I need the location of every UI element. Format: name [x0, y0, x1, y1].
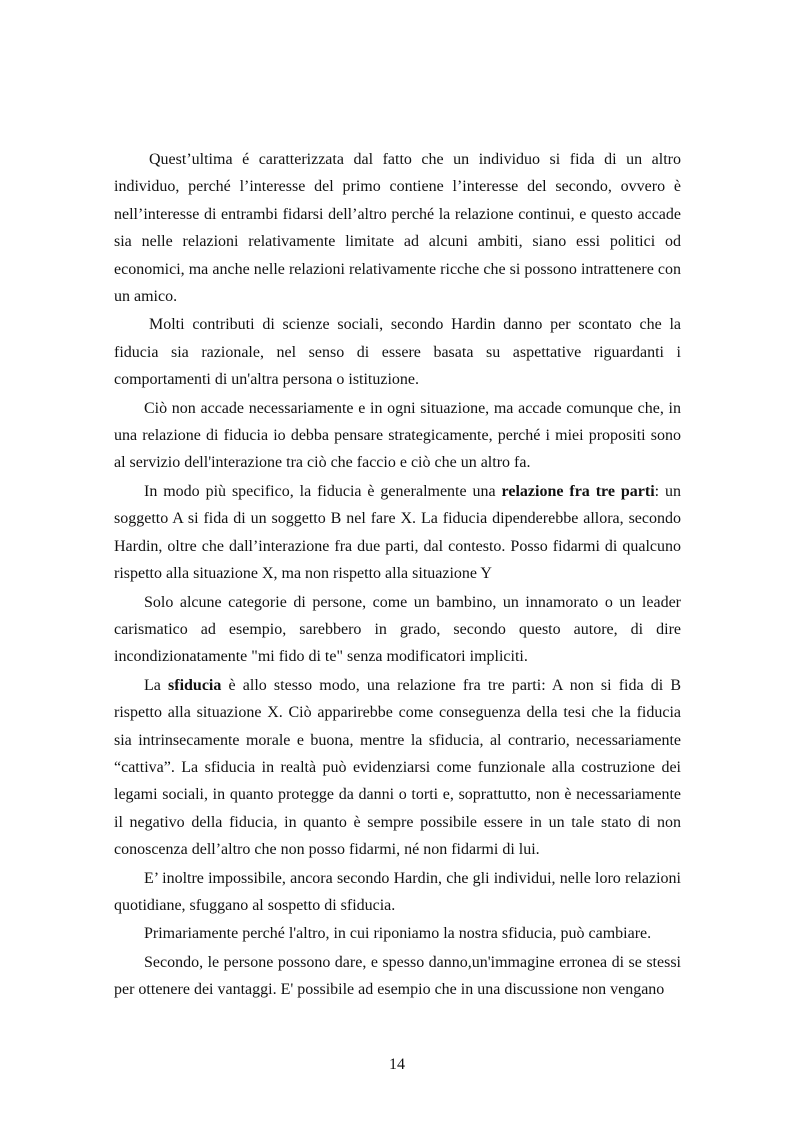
paragraph-text: Solo alcune categorie di persone, come un bambino, un innamorato o un leader carismatico ad esempio, sarebbero in grado, secondo questo autore, di dire incondizionatamente "mi fido di te" senza modificatori impliciti. — [114, 593, 681, 666]
page-body — [114, 146, 681, 1005]
paragraph-text: Ciò non accade necessariamente e in ogni situazione, ma accade comunque che, in una relazione di fiducia io debba pensare strategicamente, perché i miei propositi sono al servizio dell'interazione tra ciò che faccio e ciò che un altro fa. — [114, 399, 681, 472]
paragraph-2 — [114, 311, 681, 393]
paragraph-4 — [114, 478, 681, 588]
paragraph-text: Secondo, le persone possono dare, e spesso danno,un'immagine erronea di se stessi per ottenere dei vantaggi. E' possibile ad esempio che in una discussione non vengano — [114, 953, 681, 999]
paragraph-text: : un soggetto A si fida di un soggetto B nel fare X. La fiducia dipenderebbe allora, secondo Hardin, oltre che dall’interazione fra due parti, dal contesto. Posso fidarmi di qualcuno rispetto alla situazione X, ma non rispetto alla situazione Y — [114, 482, 681, 583]
bold-term-relazione: relazione fra tre parti — [501, 482, 655, 500]
paragraph-8 — [114, 920, 681, 947]
paragraph-text: La — [144, 676, 169, 694]
paragraph-6 — [114, 672, 681, 864]
paragraph-text: Molti contributi di scienze sociali, secondo Hardin danno per scontato che la fiducia sia razionale, nel senso di essere basata su aspettative riguardanti i comportamenti di un'altra persona o istituzione. — [114, 316, 681, 389]
page-number: 14 — [389, 1056, 405, 1073]
paragraph-text: Primariamente perché l'altro, in cui riponiamo la nostra sfiducia, può cambiare. — [144, 925, 652, 943]
paragraph-text: In modo più specifico, la fiducia è generalmente una — [144, 482, 502, 500]
paragraph-5 — [114, 589, 681, 671]
paragraph-9 — [114, 949, 681, 1004]
paragraph-1 — [114, 146, 681, 310]
paragraph-text: è allo stesso modo, una relazione fra tre parti: A non si fida di B rispetto alla situazione X. Ciò apparirebbe come conseguenza della tesi che la fiducia sia intrinsecamente morale e buona, mentre la sfiducia, al contrario, necessariamente “cattiva”. La sfiducia in realtà può evidenziarsi come funzionale alla costruzione dei legami sociali, in quanto protegge da danni o torti e, soprattutto, non è necessariamente il negativo della fiducia, in quanto è sempre possibile essere in un tale stato di non conoscenza dell’altro che non posso fidarmi, né non fidarmi di lui. — [114, 676, 682, 859]
paragraph-text: E’ inoltre impossibile, ancora secondo Hardin, che gli individui, nelle loro relazioni quotidiane, sfuggano al sospetto di sfiducia. — [114, 869, 681, 914]
bold-term-sfiducia: sfiducia — [168, 676, 222, 694]
paragraph-text: Quest’ultima é caratterizzata dal fatto che un individuo si fida di un altro individuo, perché l’interesse del primo contiene l’interesse del secondo, ovvero è nell’interesse di entrambi fidarsi dell’altro perché la relazione continui, e questo accade sia nelle relazioni relativamente limitate ad alcuni ambiti, siano essi politici od economici, ma anche nelle relazioni relativamente ricche che si possono intrattenere con un amico. — [114, 151, 681, 306]
paragraph-3 — [114, 395, 681, 477]
paragraph-7 — [114, 865, 681, 920]
